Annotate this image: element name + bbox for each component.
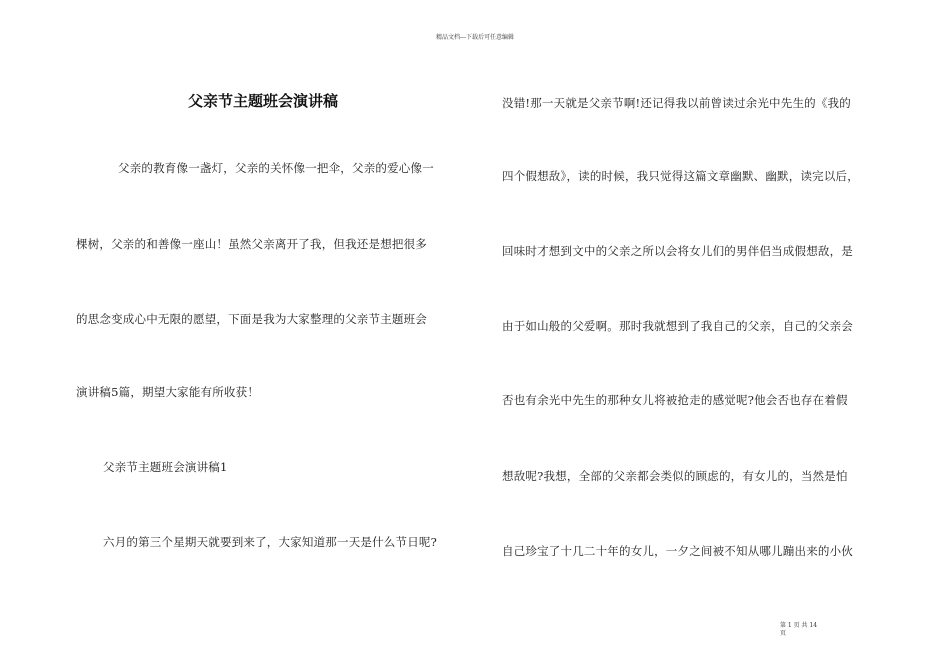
page-number-line: 页 <box>780 630 787 637</box>
paragraph-line: 演讲稿5篇，期望大家能有所收获！ <box>76 385 260 399</box>
paragraph-line: 回味时才想到文中的父亲之所以会将女儿们的男伴侣当成假想敌，是 <box>502 244 853 258</box>
paragraph-line: 否也有余光中先生的那种女儿将被抢走的感觉呢?他会否也存在着假 <box>502 393 848 407</box>
page-header: 精品文档---下载后可任意编辑 <box>435 34 515 41</box>
section-heading: 父亲节主题班会演讲稿1 <box>103 460 228 474</box>
paragraph-line: 六月的第三个星期天就要到来了，大家知道那一天是什么节日呢? <box>103 535 437 549</box>
paragraph-line: 没错!那一天就是父亲节啊!还记得我以前曾读过余光中先生的《我的 <box>502 96 851 110</box>
paragraph-line: 自己珍宝了十几二十年的女儿，一夕之间被不知从哪儿蹦出来的小伙 <box>502 544 853 558</box>
paragraph-line: 棵树，父亲的和善像一座山！虽然父亲离开了我，但我还是想把很多 <box>76 237 427 251</box>
paragraph-line: 四个假想敌》，读的时候，我只觉得这篇文章幽默、幽默，读完以后， <box>502 169 859 183</box>
paragraph-line: 的思念变成心中无限的愿望，下面是我为大家整理的父亲节主题班会 <box>76 312 427 326</box>
document-title: 父亲节主题班会演讲稿 <box>187 92 338 110</box>
paragraph-line: 想敌呢?我想，全部的父亲都会类似的顾虑的，有女儿的，当然是怕 <box>502 469 848 483</box>
paragraph-line: 由于如山般的父爱啊。那时我就想到了我自己的父亲，自己的父亲会 <box>502 319 853 333</box>
page-number <box>780 622 840 638</box>
page-number-line: 第 1 页 共 14 <box>780 622 818 629</box>
paragraph-line: 父亲的教育像一盏灯，父亲的关怀像一把伞，父亲的爱心像一 <box>118 161 434 175</box>
